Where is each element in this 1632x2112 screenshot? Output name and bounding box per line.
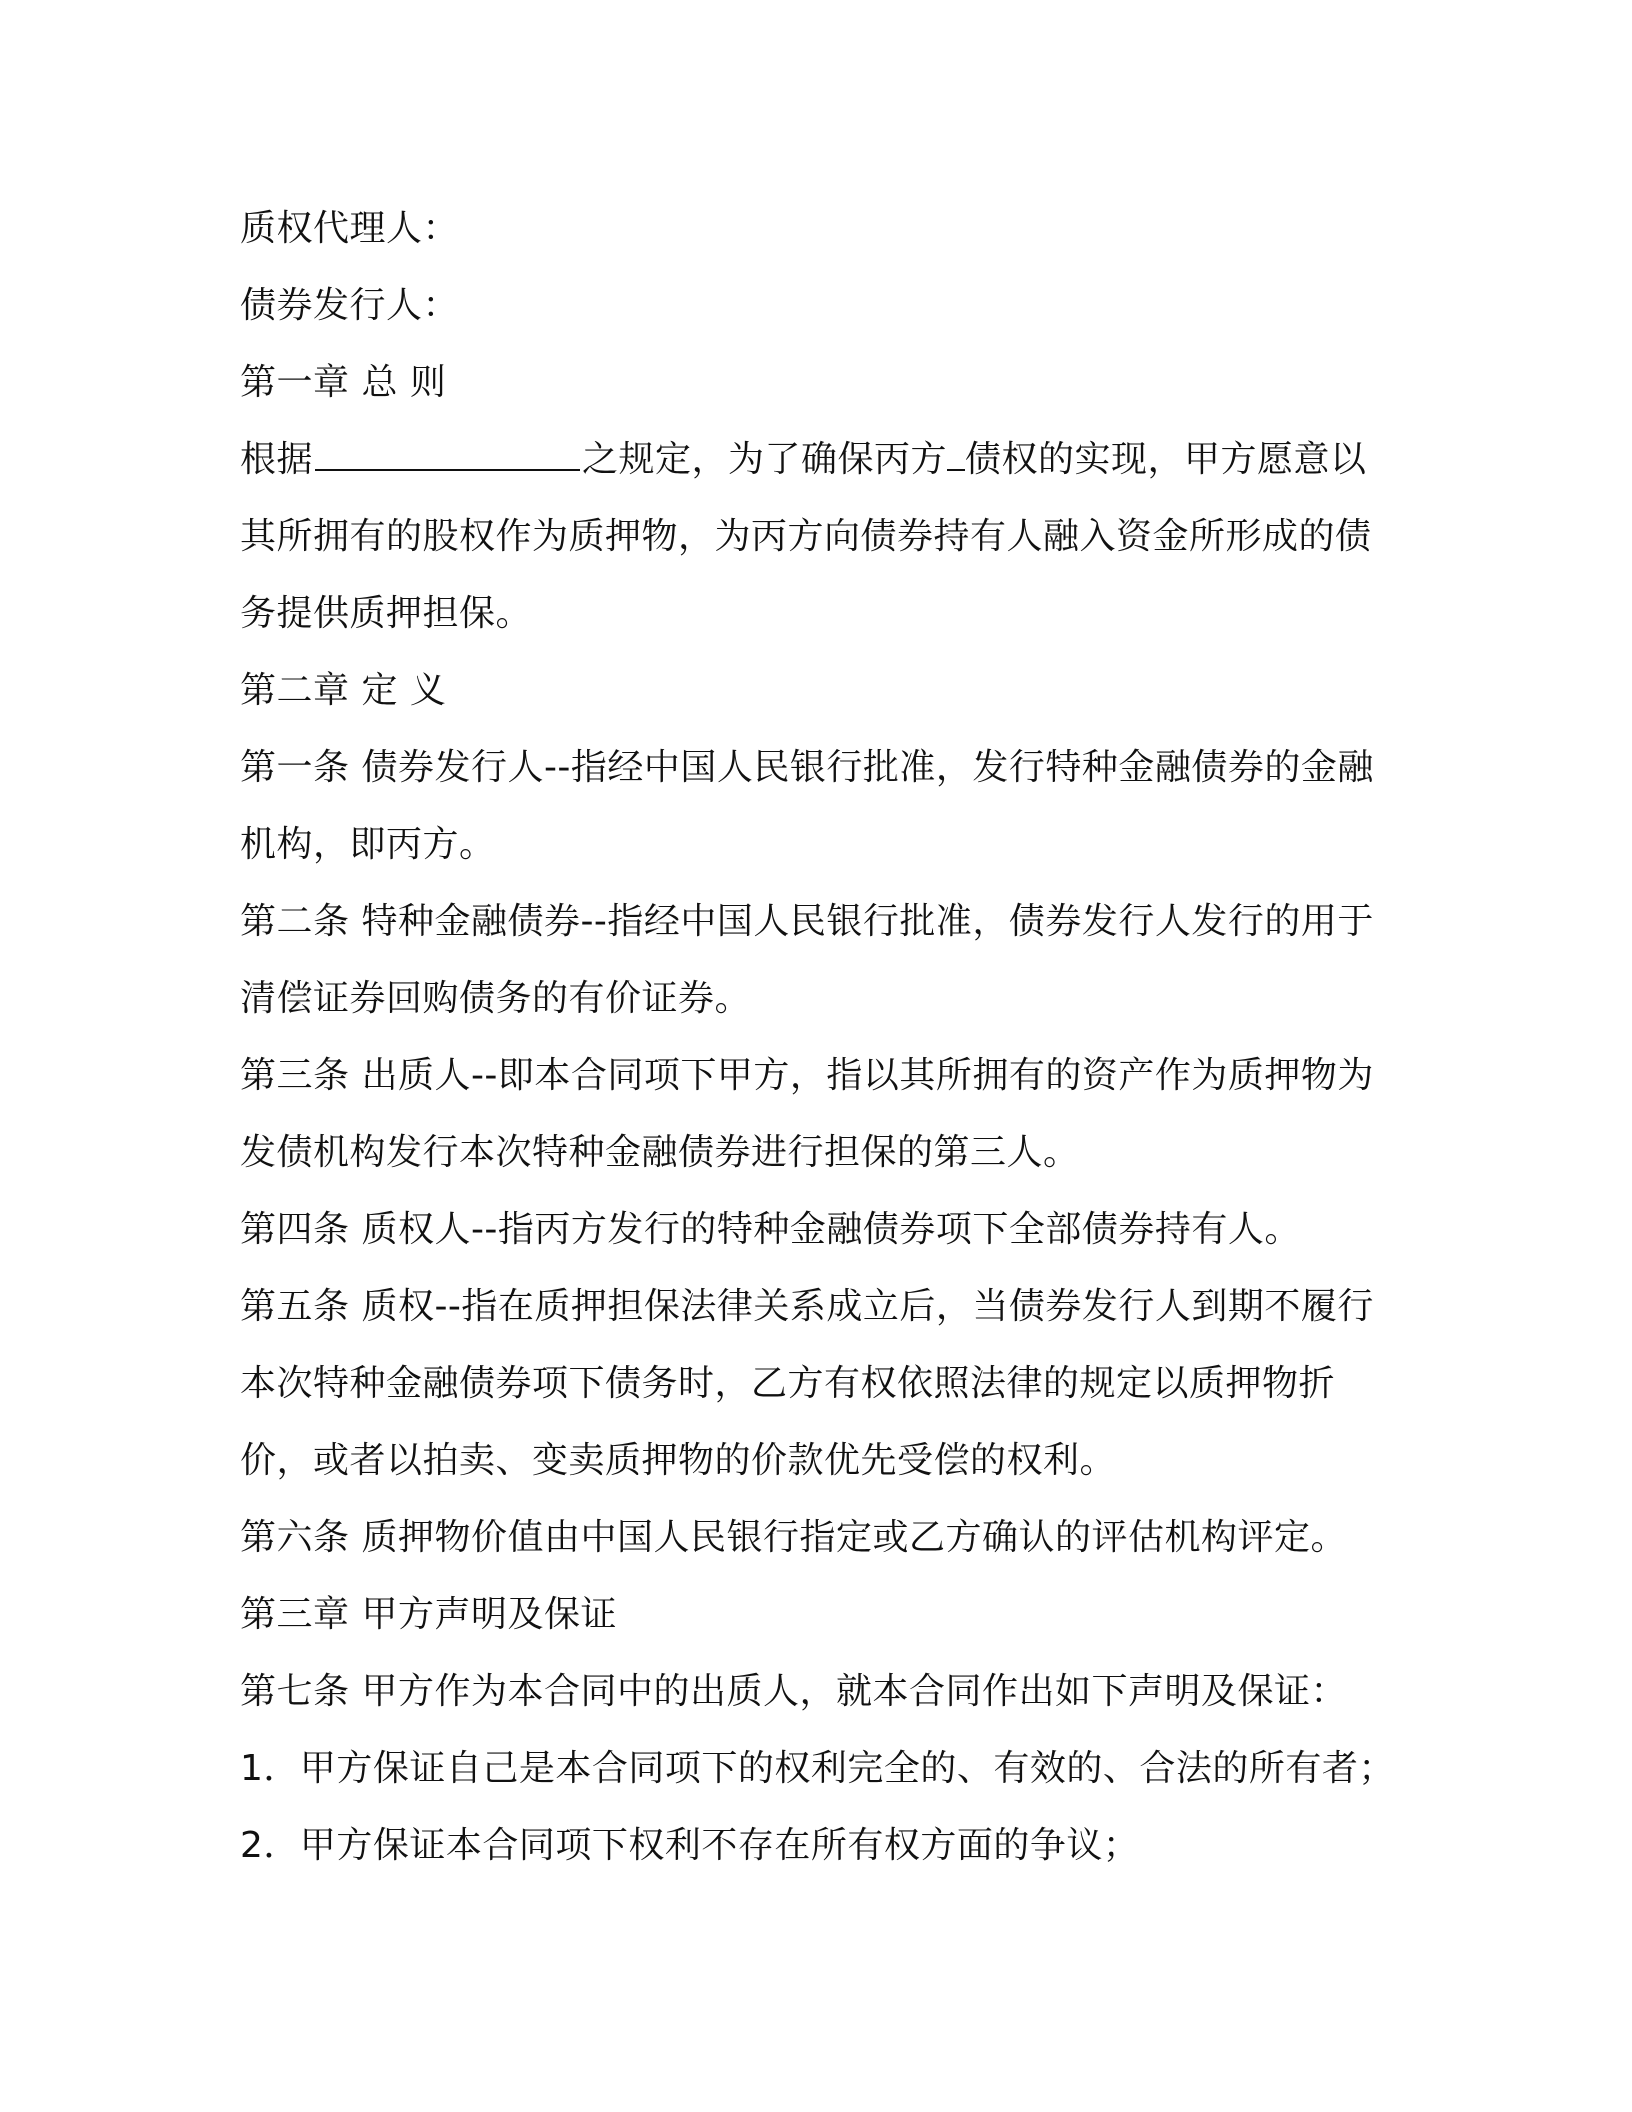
- chapter1-text-mid-a: 之规定，为了确保丙方: [582, 439, 948, 480]
- article7-item1: 1．甲方保证自己是本合同项下的权利完全的、有效的、合法的所有者；: [240, 1748, 1395, 1789]
- law-name-blank: [315, 429, 580, 471]
- chapter1-title: 第一章 总 则: [240, 362, 447, 403]
- article5-line1: 第五条 质权--指在质押担保法律关系成立后，当债券发行人到期不履行: [240, 1286, 1374, 1327]
- chapter1-paragraph-line3: 务提供质押担保。: [240, 593, 533, 634]
- pledge-agent-line: 质权代理人：: [240, 208, 460, 249]
- document-body: [240, 190, 1395, 1884]
- bond-issuer-line: 债券发行人：: [240, 285, 460, 326]
- article6-line1: 第六条 质押物价值由中国人民银行指定或乙方确认的评估机构评定。: [240, 1517, 1347, 1558]
- article7-item2: 2．甲方保证本合同项下权利不存在所有权方面的争议；: [240, 1825, 1140, 1866]
- short-blank: [947, 429, 965, 471]
- article5-line3: 价，或者以拍卖、变卖质押物的价款优先受偿的权利。: [240, 1440, 1117, 1481]
- article5-line2: 本次特种金融债券项下债务时，乙方有权依照法律的规定以质押物折: [240, 1363, 1336, 1404]
- article2-line2: 清偿证券回购债务的有价证券。: [240, 978, 752, 1019]
- chapter1-text-before-blank: 根据: [240, 439, 314, 480]
- chapter1-paragraph-line1: [240, 421, 1395, 498]
- article3-line2: 发债机构发行本次特种金融债券进行担保的第三人。: [240, 1132, 1080, 1173]
- chapter1-paragraph-line2: 其所拥有的股权作为质押物，为丙方向债券持有人融入资金所形成的债: [240, 516, 1372, 557]
- article7-line1: 第七条 甲方作为本合同中的出质人，就本合同作出如下声明及保证：: [240, 1671, 1347, 1712]
- chapter1-text-mid-b: 债权的实现，甲方愿意以: [965, 439, 1367, 480]
- chapter2-title: 第二章 定 义: [240, 670, 447, 711]
- chapter3-title: 第三章 甲方声明及保证: [240, 1594, 617, 1635]
- article2-line1: 第二条 特种金融债券--指经中国人民银行批准，债券发行人发行的用于: [240, 901, 1374, 942]
- article3-line1: 第三条 出质人--即本合同项下甲方，指以其所拥有的资产作为质押物为: [240, 1055, 1374, 1096]
- article4-line1: 第四条 质权人--指丙方发行的特种金融债券项下全部债券持有人。: [240, 1209, 1301, 1250]
- article1-line1: 第一条 债券发行人--指经中国人民银行批准，发行特种金融债券的金融: [240, 747, 1374, 788]
- article1-line2: 机构，即丙方。: [240, 824, 496, 865]
